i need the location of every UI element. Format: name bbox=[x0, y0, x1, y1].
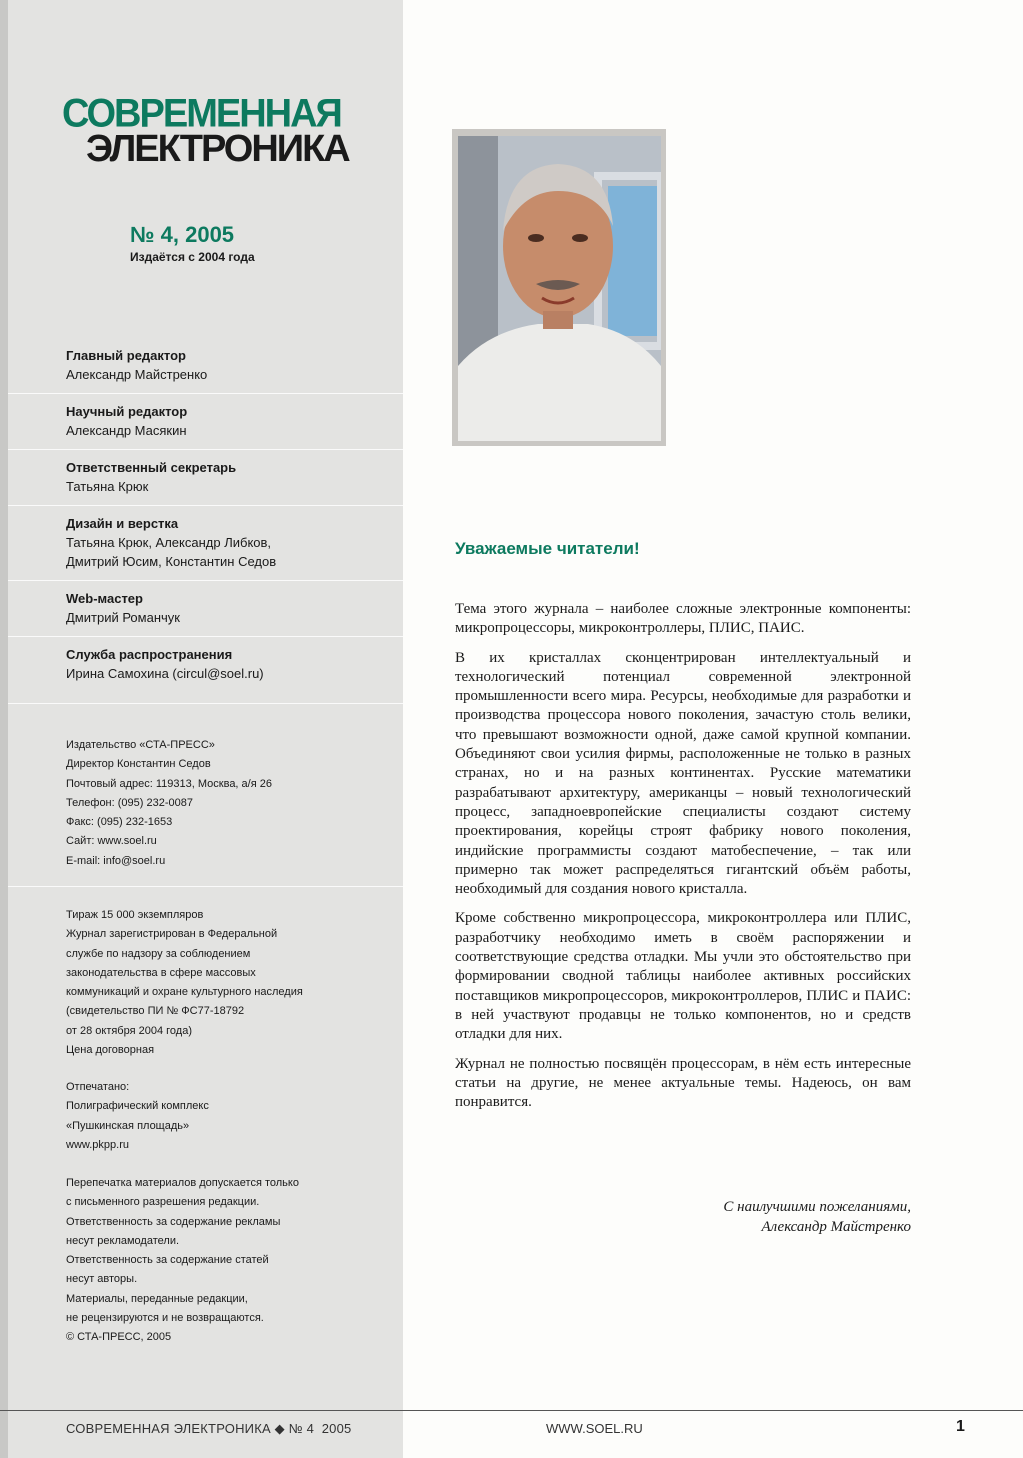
article-paragraph: В их кристаллах сконцентрирован интеллектуальный и технологический потенциал современной электронной промышленности всего мира. Ресурсы, необходимые для разработки и производства процессора нового поколения, зачастую столь велики, что превышают возможности одной, даже самой крупной компании. Объединяют свои усилия фирмы, расположенные не только в разных странах, но и на разных континентах. Русские математики разрабатывают архитектуру, американцы – новый технологический процесс, западноевропейские специалисты создают систему проектирования, корейцы строят фабрику нового поколения, индийские программисты создают матобеспечение, – так или примерно так может распределяться гигантский объём работы, необходимый для создания нового кристалла. bbox=[455, 649, 911, 898]
magazine-logo bbox=[62, 91, 362, 170]
publisher-line: Телефон: (095) 232-0087 bbox=[66, 796, 193, 809]
staff-role: Научный редактор bbox=[66, 404, 188, 419]
legal-info bbox=[66, 906, 396, 1060]
staff-role: Служба распространения bbox=[66, 647, 233, 662]
reprint-info bbox=[66, 1174, 299, 1348]
article-paragraph: Журнал не полностью посвящён процессорам, в нём есть интересные статьи на другие, не менее актуальные темы. Надеюсь, он вам понравится. bbox=[455, 1055, 911, 1111]
staff-names: Дмитрий Романчук bbox=[66, 610, 180, 625]
staff-names: Александр Масякин bbox=[66, 423, 187, 438]
reprint-line: Ответственность за содержание рекламы bbox=[66, 1215, 281, 1228]
printer-line: Отпечатано: bbox=[66, 1081, 130, 1093]
legal-line: Журнал зарегистрирован в Федеральной bbox=[66, 928, 278, 941]
legal-line: Тираж 15 000 экземпляров bbox=[66, 909, 204, 921]
article-heading: Уважаемые читатели! bbox=[455, 539, 640, 558]
footer-magazine: СОВРЕМЕННАЯ ЭЛЕКТРОНИКА ◆ № 4 2005 bbox=[66, 1421, 352, 1436]
staff-block bbox=[8, 581, 403, 637]
issue-number: № 4, 2005 bbox=[130, 222, 235, 247]
staff-names: Татьяна Крюк bbox=[66, 479, 149, 494]
staff-block bbox=[8, 506, 403, 581]
reprint-line: Ответственность за содержание статей bbox=[66, 1254, 269, 1267]
reprint-line: с письменного разрешения редакции. bbox=[66, 1196, 260, 1209]
reprint-line: несут авторы. bbox=[66, 1273, 138, 1286]
legal-line: Цена договорная bbox=[66, 1044, 155, 1057]
publisher-line: E-mail: info@soel.ru bbox=[66, 854, 166, 867]
staff-list bbox=[8, 338, 403, 704]
staff-role: Web-мастер bbox=[66, 591, 143, 606]
legal-line: службе по надзору за соблюдением bbox=[66, 947, 251, 960]
sidebar-edge bbox=[0, 0, 8, 1458]
printer-info bbox=[66, 1078, 209, 1155]
staff-names: Татьяна Крюк, Александр Либков, bbox=[66, 535, 272, 550]
legal-line: от 28 октября 2004 года) bbox=[66, 1024, 192, 1037]
reprint-line: Перепечатка материалов допускается только bbox=[66, 1177, 299, 1189]
editor-photo bbox=[458, 136, 661, 441]
signature bbox=[723, 1197, 911, 1237]
footer-site-link[interactable]: WWW.SOEL.RU bbox=[546, 1421, 643, 1436]
reprint-line: © СТА-ПРЕСС, 2005 bbox=[66, 1331, 172, 1344]
publisher-line: Сайт: www.soel.ru bbox=[66, 835, 157, 848]
publisher-line: Почтовый адрес: 119313, Москва, а/я 26 bbox=[66, 777, 272, 790]
article-body bbox=[455, 600, 911, 1122]
legal-line: (свидетельство ПИ № ФС77-18792 bbox=[66, 1005, 245, 1018]
staff-names: Дмитрий Юсим, Константин Седов bbox=[66, 554, 277, 569]
logo-line-1: СОВРЕМЕННАЯ bbox=[62, 91, 341, 137]
staff-names: Ирина Самохина (circul@soel.ru) bbox=[66, 666, 264, 681]
staff-block bbox=[8, 338, 403, 394]
divider bbox=[8, 886, 403, 887]
editor-portrait-icon bbox=[458, 136, 661, 441]
printer-line: Полиграфический комплекс bbox=[66, 1100, 209, 1113]
staff-role: Главный редактор bbox=[66, 348, 186, 363]
reprint-line: несут рекламодатели. bbox=[66, 1234, 180, 1247]
published-since: Издаётся с 2004 года bbox=[130, 250, 255, 264]
printer-line: «Пушкинская площадь» bbox=[66, 1119, 190, 1132]
reprint-line: Материалы, переданные редакции, bbox=[66, 1292, 248, 1305]
page-number: 1 bbox=[956, 1418, 965, 1435]
article-paragraph: Тема этого журнала – наиболее сложные электронные компоненты: микропроцессоры, микроконтроллеры, ПЛИС, ПАИС. bbox=[455, 601, 911, 637]
staff-block bbox=[8, 450, 403, 506]
staff-names: Александр Майстренко bbox=[66, 367, 208, 382]
logo-line-2: ЭЛЕКТРОНИКА bbox=[86, 128, 349, 170]
publisher-line: Факс: (095) 232-1653 bbox=[66, 816, 173, 829]
signature-greeting: С наилучшими пожеланиями, bbox=[723, 1199, 911, 1215]
staff-role: Ответственный секретарь bbox=[66, 460, 237, 475]
footer-rule bbox=[0, 1410, 1023, 1411]
legal-line: законодательства в сфере массовых bbox=[66, 966, 256, 979]
printer-link[interactable]: www.pkpp.ru bbox=[66, 1138, 129, 1151]
staff-role: Дизайн и верстка bbox=[66, 516, 179, 531]
legal-line: коммуникаций и охране культурного наследия bbox=[66, 986, 303, 999]
publisher-info bbox=[66, 736, 272, 871]
staff-block bbox=[8, 637, 403, 704]
publisher-line: Издательство «СТА-ПРЕСС» bbox=[66, 739, 215, 751]
publisher-line: Директор Константин Седов bbox=[66, 758, 211, 771]
reprint-line: не рецензируются и не возвращаются. bbox=[66, 1312, 264, 1325]
staff-block bbox=[8, 394, 403, 450]
article-paragraph: Кроме собственно микропроцессора, микроконтроллера или ПЛИС, разработчику необходимо иметь в своём распоряжении и соответствующие средства отладки. Мы учли это обстоятельство при формировании сводной таблицы наиболее активных российских поставщиков микропроцессоров, микроконтроллеров, ПЛИС и ПАИС: в ней участвуют продавцы не только компонентов, но и средств отладки для них. bbox=[455, 910, 911, 1043]
signature-name: Александр Майстренко bbox=[761, 1219, 911, 1235]
